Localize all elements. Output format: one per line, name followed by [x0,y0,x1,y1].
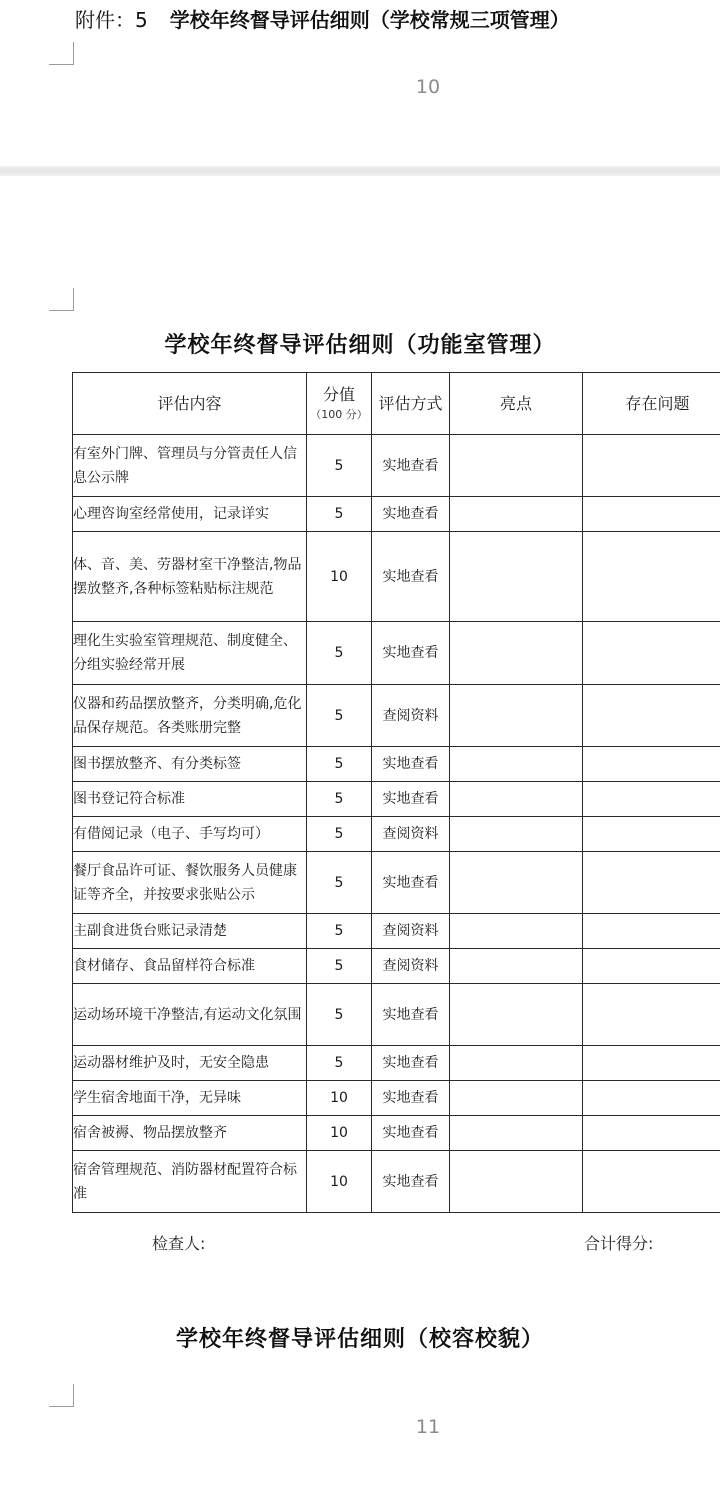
row-content: 主副食进货台账记录清楚 [73,914,307,949]
row-score: 5 [307,497,372,532]
next-section-title: 学校年终督导评估细则（校容校貌） [175,1327,544,1352]
header-score-label: 分值 [322,384,355,404]
row-highlights [450,949,583,984]
row-score: 10 [307,1081,372,1116]
page-number: 10 [415,76,441,98]
row-score: 5 [307,685,372,747]
header-method: 评估方式 [372,373,450,435]
table-row [73,1116,720,1151]
row-method: 实地查看 [372,747,450,782]
row-content: 图书登记符合标准 [73,782,307,817]
header-highlights: 亮点 [450,373,583,435]
row-content: 仪器和药品摆放整齐，分类明确,危化品保存规范。各类账册完整 [73,685,307,747]
row-content: 宿舍管理规范、消防器材配置符合标准 [73,1151,307,1213]
row-problems [583,1116,720,1151]
row-method: 实地查看 [372,622,450,685]
row-content: 运动器材维护及时，无安全隐患 [73,1046,307,1081]
row-content: 体、音、美、劳器材室干净整洁,物品摆放整齐,各种标签粘贴标注规范 [73,532,307,622]
row-highlights [450,747,583,782]
row-problems [583,622,720,685]
table-row [73,435,720,497]
header-score-total: （100 分） [310,407,368,421]
row-highlights [450,817,583,852]
row-score: 5 [307,984,372,1046]
table-row [73,497,720,532]
row-score: 10 [307,532,372,622]
row-problems [583,949,720,984]
header-score [307,373,372,435]
row-highlights [450,532,583,622]
row-score: 5 [307,817,372,852]
row-highlights [450,852,583,914]
row-score: 5 [307,622,372,685]
row-problems [583,852,720,914]
row-content: 食材储存、食品留样符合标准 [73,949,307,984]
row-problems [583,1151,720,1213]
margin-corner-mark [49,1384,74,1407]
row-score: 5 [307,782,372,817]
row-method: 实地查看 [372,1151,450,1213]
row-problems [583,532,720,622]
margin-corner-mark [49,288,74,311]
table-row [73,1151,720,1213]
table-row [73,817,720,852]
row-content: 图书摆放整齐、有分类标签 [73,747,307,782]
row-method: 实地查看 [372,1046,450,1081]
row-method: 实地查看 [372,782,450,817]
row-method: 实地查看 [372,852,450,914]
section-title: 学校年终督导评估细则（功能室管理） [164,333,556,358]
table-row [73,852,720,914]
table-row [73,747,720,782]
row-highlights [450,1151,583,1213]
table-row [73,914,720,949]
table-row [73,782,720,817]
row-highlights [450,622,583,685]
row-content: 有室外门牌、管理员与分管责任人信息公示牌 [73,435,307,497]
row-method: 实地查看 [372,984,450,1046]
row-score: 5 [307,435,372,497]
row-problems [583,817,720,852]
row-highlights [450,914,583,949]
row-method: 实地查看 [372,532,450,622]
row-score: 5 [307,1046,372,1081]
row-highlights [450,984,583,1046]
row-highlights [450,685,583,747]
row-method: 查阅资料 [372,949,450,984]
row-content: 有借阅记录（电子、手写均可） [73,817,307,852]
table-row [73,1081,720,1116]
row-method: 实地查看 [372,1081,450,1116]
row-problems [583,497,720,532]
row-problems [583,1046,720,1081]
header-problems: 存在问题 [583,373,720,435]
header-content: 评估内容 [73,373,307,435]
row-content: 运动场环境干净整洁,有运动文化氛围 [73,984,307,1046]
margin-corner-mark [49,42,74,65]
row-problems [583,914,720,949]
table-row [73,1046,720,1081]
row-content: 宿舍被褥、物品摆放整齐 [73,1116,307,1151]
row-problems [583,685,720,747]
page-number: 11 [415,1416,441,1438]
total-score-label: 合计得分: [584,1234,654,1253]
row-highlights [450,1116,583,1151]
row-highlights [450,782,583,817]
evaluation-table [72,372,720,1213]
row-method: 查阅资料 [372,914,450,949]
row-score: 10 [307,1116,372,1151]
row-highlights [450,435,583,497]
row-method: 实地查看 [372,497,450,532]
row-method: 实地查看 [372,435,450,497]
row-score: 5 [307,949,372,984]
attachment-title: 学校年终督导评估细则（学校常规三项管理） [169,8,570,32]
row-method: 实地查看 [372,1116,450,1151]
row-highlights [450,1046,583,1081]
row-method: 查阅资料 [372,685,450,747]
page-separator [0,166,720,176]
row-content: 理化生实验室管理规范、制度健全、分组实验经常开展 [73,622,307,685]
row-score: 5 [307,914,372,949]
row-problems [583,747,720,782]
row-problems [583,435,720,497]
row-problems [583,782,720,817]
table-row [73,949,720,984]
table-header-row [73,373,720,435]
inspector-label: 检查人: [152,1234,206,1253]
row-content: 学生宿舍地面干净，无异味 [73,1081,307,1116]
row-content: 心理咨询室经常使用，记录详实 [73,497,307,532]
row-score: 5 [307,747,372,782]
row-method: 查阅资料 [372,817,450,852]
row-problems [583,984,720,1046]
table-row [73,685,720,747]
table-row [73,622,720,685]
table-row [73,984,720,1046]
row-score: 5 [307,852,372,914]
attachment-header [75,4,720,36]
table-row [73,532,720,622]
row-score: 10 [307,1151,372,1213]
row-content: 餐厅食品许可证、餐饮服务人员健康证等齐全，并按要求张贴公示 [73,852,307,914]
attachment-prefix: 附件：5 [75,8,148,32]
row-highlights [450,497,583,532]
row-highlights [450,1081,583,1116]
row-problems [583,1081,720,1116]
